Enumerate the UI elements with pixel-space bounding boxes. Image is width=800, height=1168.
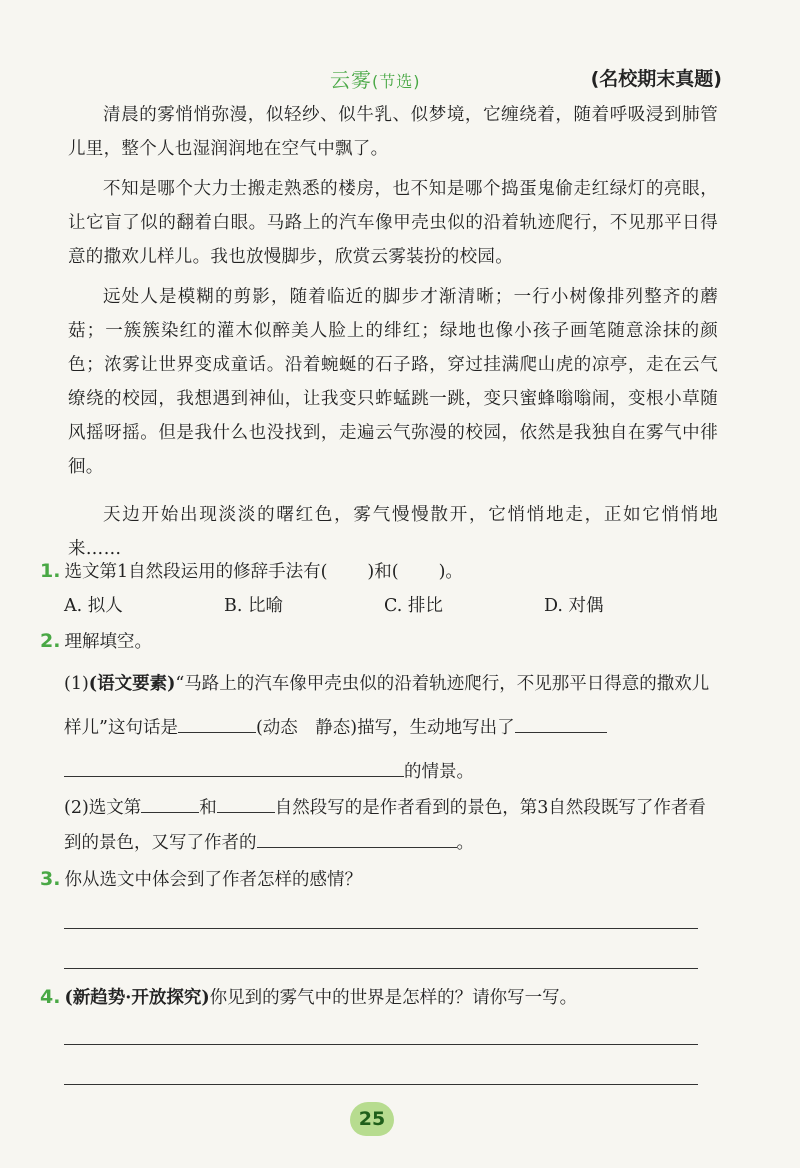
question-3 xyxy=(40,862,730,897)
question-2-sub-2 xyxy=(64,790,714,860)
title-sub: (节选) xyxy=(372,72,421,91)
sub1-end: 的情景。 xyxy=(404,762,474,782)
question-2-sub-1 xyxy=(64,662,714,794)
passage-paragraph-1: 清晨的雾悄悄弥漫，似轻纱、似牛乳、似梦境，它缠绕着，随着呼吸浸到肺管儿里，整个人也湿润润地在空气中飘了。 xyxy=(68,105,718,159)
question-1-number: 1. xyxy=(40,560,61,582)
question-1-text-b: )和( xyxy=(367,562,399,582)
question-2-number: 2. xyxy=(40,630,61,652)
passage-paragraph-4: 天边开始出现淡淡的曙红色，雾气慢慢散开，它悄悄地走，正如它悄悄地来…… xyxy=(68,505,718,559)
answer-line-4a[interactable] xyxy=(64,1044,698,1045)
question-4-tag: (新趋势·开放探究) xyxy=(64,988,210,1008)
passage-paragraph-2: 不知是哪个大力士搬走熟悉的楼房，也不知是哪个捣蛋鬼偷走红绿灯的亮眼，让它盲了似的翻着白眼。马路上的汽车像甲壳虫似的沿着轨迹爬行，不见那平日得意的撒欢儿样儿。我也放慢脚步，欣赏云雾装扮的校园。 xyxy=(68,179,718,267)
question-4-number: 4. xyxy=(40,986,61,1008)
option-a[interactable]: A. 拟人 xyxy=(64,596,123,616)
answer-line-3a[interactable] xyxy=(64,928,698,929)
sub1-mid: 描写，生动地写出了 xyxy=(357,718,515,738)
sub1-tag: (语文要素) xyxy=(88,674,176,694)
question-1-text-c: )。 xyxy=(438,562,463,582)
sub1-prefix: (1) xyxy=(64,674,89,694)
sub2-b: 和 xyxy=(199,798,217,818)
passage-title xyxy=(330,64,421,93)
passage-paragraph-3: 远处人是模糊的剪影，随着临近的脚步才渐清晰；一行小树像排列整齐的蘑菇；一簇簇染红的灌木似醉美人脸上的绯红；绿地也像小孩子画笔随意涂抹的颜色；浓雾让世界变成童话。沿着蜿蜒的石子路，穿过挂满爬山虎的凉亭，走在云气缭绕的校园，我想遇到神仙，让我变只蚱蜢跳一跳，变只蜜蜂嗡嗡闹，变根小草随风摇呀摇。但是我什么也没找到，走遍云气弥漫的校园，依然是我独自在雾气中徘徊。 xyxy=(68,287,718,477)
answer-line-4b[interactable] xyxy=(64,1084,698,1085)
page-number-badge: 25 xyxy=(350,1102,394,1136)
sub1-blank-1[interactable] xyxy=(178,710,256,733)
sub1-choice: (动态 静态) xyxy=(255,718,358,738)
sub2-a: (2)选文第 xyxy=(64,798,142,818)
sub2-d: 。 xyxy=(456,833,474,853)
question-3-number: 3. xyxy=(40,868,61,890)
title-row xyxy=(0,64,800,98)
question-1-text-a: 选文第1自然段运用的修辞手法有( xyxy=(64,562,328,582)
question-1-options xyxy=(64,592,704,617)
question-2-text: 理解填空。 xyxy=(64,632,152,652)
option-b[interactable]: B. 比喻 xyxy=(224,596,283,616)
sub1-blank-3[interactable] xyxy=(64,754,404,777)
question-4 xyxy=(40,980,730,1015)
question-1 xyxy=(40,554,730,589)
question-1-blank-1[interactable] xyxy=(327,555,367,577)
source-label: (名校期末真题) xyxy=(590,68,722,90)
answer-line-3b[interactable] xyxy=(64,968,698,969)
sub1-blank-2[interactable] xyxy=(515,710,607,733)
option-d[interactable]: D. 对偶 xyxy=(544,596,604,616)
sub2-blank-3[interactable] xyxy=(257,825,457,848)
question-3-text: 你从选文中体会到了作者怎样的感情？ xyxy=(64,870,362,890)
sub1-text: “马路上的汽车像甲壳虫似的沿着轨迹爬行，不见那平日得意的撒欢儿样儿”这句话是 xyxy=(64,674,710,738)
question-2 xyxy=(40,624,730,659)
question-4-text: 你见到的雾气中的世界是怎样的？请你写一写。 xyxy=(209,988,578,1008)
question-1-blank-2[interactable] xyxy=(399,555,439,577)
sub2-blank-2[interactable] xyxy=(217,790,275,813)
sub2-c: 自然段写的是作者看到的景色，第3自然段既写了作者看到的景色，又写了作者的 xyxy=(64,798,706,853)
sub2-blank-1[interactable] xyxy=(141,790,199,813)
title-main: 云雾 xyxy=(330,68,372,92)
option-c[interactable]: C. 排比 xyxy=(384,596,443,616)
